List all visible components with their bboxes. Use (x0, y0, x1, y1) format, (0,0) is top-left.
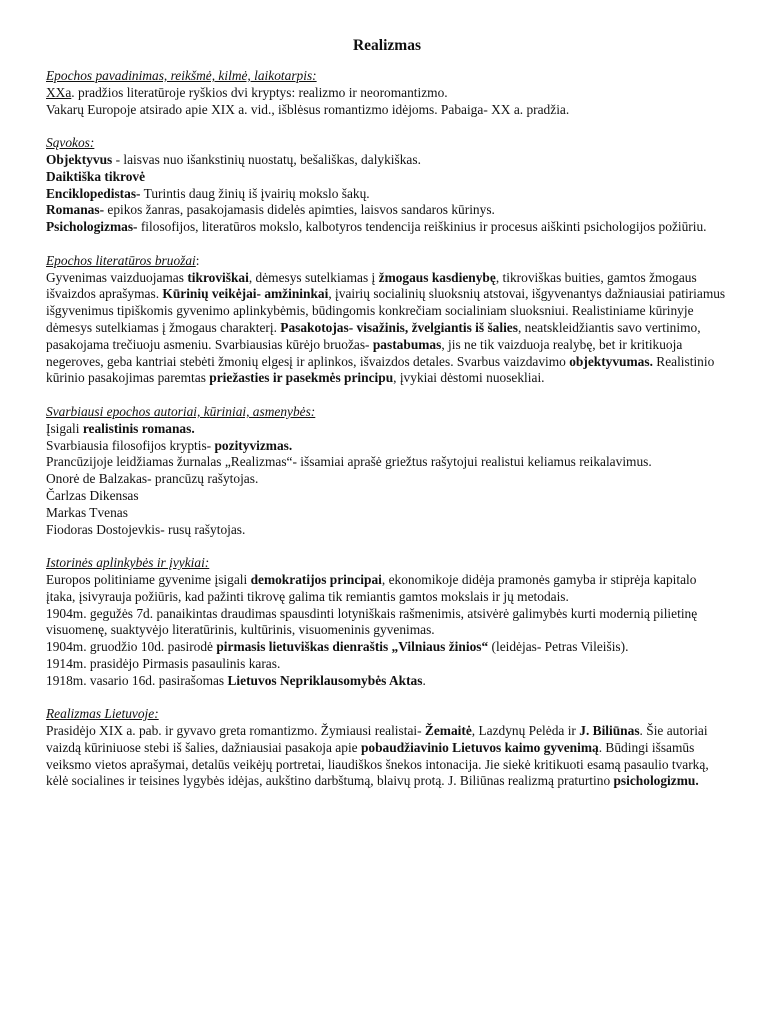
text-run: , įvykiai dėstomi nuosekliai. (393, 370, 545, 386)
bold-term: Pasakotojas- visažinis, žvelgiantis iš šalies (280, 319, 518, 335)
bold-term: pastabumas (372, 336, 442, 352)
paragraph (46, 606, 728, 640)
bold-term: Psichologizmas- (46, 219, 138, 235)
paragraph (46, 673, 728, 690)
section-heading-suffix: : (195, 252, 200, 268)
document-body (46, 68, 728, 790)
section-heading-text: Svarbiausi epochos autoriai, kūriniai, asmenybės: (46, 403, 316, 419)
text-run: Vakarų Europoje atsirado apie XIX a. vid., išblėsus romantizmo idėjoms. Pabaiga- XX a. pradžia. (46, 101, 570, 117)
section-heading (46, 555, 728, 572)
text-run: Svarbiausia filosofijos kryptis- (46, 437, 215, 453)
text-run: - laisvas nuo išankstinių nuostatų, bešališkas, dalykiškas. (112, 151, 421, 167)
text-run: Realistinio kūrinio pasakojimas paremtas (46, 353, 715, 386)
paragraph (46, 102, 728, 119)
section-4 (46, 555, 728, 689)
section-0 (46, 68, 728, 118)
text-run: Europos politiniame gyvenime įsigali (46, 571, 251, 587)
text-run: . Šie autoriai vaizdą kūriniuose stebi iš šalies, dažniausiai pasakoja apie (46, 723, 708, 755)
text-run: Markas Tvenas (46, 504, 128, 520)
paragraph (46, 270, 728, 388)
text-run: . (422, 672, 426, 688)
paragraph (46, 488, 728, 505)
text-run: Onorė de Balzakas- prancūzų rašytojas. (46, 471, 259, 487)
paragraph (46, 219, 728, 236)
section-heading-text: Realizmas Lietuvoje: (46, 706, 159, 722)
text-run: Gyvenimas vaizduojamas (46, 269, 188, 285)
bold-term: Romanas- (46, 202, 105, 218)
section-5 (46, 706, 728, 790)
bold-term: Žemaitė (424, 723, 472, 739)
section-heading (46, 706, 728, 723)
text-run: 1914m. prasidėjo Pirmasis pasaulinis karas. (46, 655, 281, 671)
paragraph (46, 152, 728, 169)
text-run: 1904m. gegužės 7d. panaikintas draudimas spausdinti lotyniškais rašmenimis, atsivėrė galimybės kurti modernią pilietinę visuomenę, suaktyvėjo literatūrinis, kultūrinis, visuomeninis gyvenimas. (46, 605, 698, 638)
bold-term: tikroviškai (187, 269, 249, 285)
text-run: 1918m. vasario 16d. pasirašomas (46, 672, 228, 688)
bold-term: Daiktiška tikrovė (46, 168, 146, 184)
bold-term: pozityvizmas. (214, 437, 293, 453)
paragraph (46, 202, 728, 219)
paragraph (46, 169, 728, 186)
paragraph (46, 186, 728, 203)
underlined-text: XXa (46, 84, 72, 100)
paragraph (46, 454, 728, 471)
section-heading-text: Sąvokos: (46, 135, 95, 151)
paragraph (46, 421, 728, 438)
text-run: epikos žanras, pasakojamasis didelės apimties, laisvos sandaros kūrinys. (104, 202, 495, 218)
bold-term: pobaudžiavinio Lietuvos kaimo gyvenimą (360, 739, 599, 755)
bold-term: psichologizmu. (613, 773, 699, 789)
text-run: 1904m. gruodžio 10d. pasirodė (46, 639, 217, 655)
text-run: Prancūzijoje leidžiamas žurnalas „Realizmas“- išsamiai aprašė griežtus rašytojui realistui keliamus reikalavimus. (46, 454, 652, 470)
section-1 (46, 135, 728, 236)
bold-term: priežasties ir pasekmės principu (209, 370, 394, 386)
bold-term: realistinis romanas. (82, 420, 195, 436)
text-run: , įvairių socialinių sluoksnių atstovai, išgyvenantys dažniausiai patiriamus išgyvenimus tipiškomis gyvenimo aplinkybėmis, būdingomis konkrečiam socialiniam sluoksniui. Realistiniame kūrinyje dėmesys sutelkiamas į žmogaus charakterį. (46, 286, 726, 335)
paragraph (46, 505, 728, 522)
paragraph (46, 723, 728, 790)
section-heading-text: Epochos literatūros bruožai (46, 252, 196, 268)
text-run: Fiodoras Dostojevkis- rusų rašytojas. (46, 521, 246, 537)
paragraph (46, 639, 728, 656)
text-run: Čarlzas Dikensas (46, 487, 139, 503)
bold-term: J. Biliūnas (579, 723, 640, 739)
text-run: . Būdingi išsamūs veiksmo vietos aprašymai, detalūs veikėjų portretai, liaudiškos šnekos intonacija. Jie siekė kritikuoti esamą pasaulio tvarką, kėlė socialines ir teisines lygybės idėjas, aukštino darbštumą, blaivų protą. J. Biliūnas realizmą praturtino (46, 739, 709, 789)
section-heading (46, 404, 728, 421)
bold-term: Lietuvos Nepriklausomybės Aktas (227, 672, 423, 688)
bold-term: demokratijos principai (250, 571, 382, 587)
text-run: Prasidėjo XIX a. pab. ir gyvavo greta romantizmo. Žymiausi realistai- (46, 723, 425, 739)
section-heading-text: Istorinės aplinkybės ir įvykiai: (46, 555, 210, 571)
paragraph (46, 438, 728, 455)
bold-term: pirmasis lietuviškas dienraštis „Vilniaus žinios“ (216, 639, 489, 655)
bold-term: Kūrinių veikėjai- amžininkai (162, 286, 329, 302)
text-run: , jis ne tik vaizduoja realybę, bet ir kritikuoja negeroves, geba kantriai stebėti žmonių elgesį ir aplinkos, išvaizdos detales. Svarbus vaizdavimo (46, 336, 683, 369)
section-2 (46, 253, 728, 387)
text-run: filosofijos, literatūros mokslo, kalbotyros tendencija reiškinius ir procesus aiškinti psichologijos požiūriu. (137, 219, 707, 235)
page-title: Realizmas (352, 37, 421, 54)
text-run: , ekonomikoje didėja pramonės gamyba ir stiprėja kapitalo įtaka, įsivyrauja požiūris, kad pažinti tikrovę galima tik remiantis gamtos mokslais ir jų metodais. (46, 571, 697, 604)
section-heading (46, 253, 728, 270)
section-heading (46, 68, 728, 85)
paragraph (46, 471, 728, 488)
text-run: , tikroviškas buities, gamtos žmogaus išvaizdos aprašymas. (46, 269, 697, 302)
text-run: , dėmesys sutelkiamas į (248, 269, 379, 285)
paragraph (46, 85, 728, 102)
paragraph (46, 572, 728, 606)
paragraph (46, 522, 728, 539)
text-run: , Lazdynų Pelėda ir (471, 723, 580, 739)
text-run: Turintis daug žinių iš įvairių mokslo šakų. (140, 185, 370, 201)
text-run: , neatskleidžiantis savo vertinimo, pasakojama trečiuoju asmeniu. Svarbiausias kūrėjo bruožas- (46, 319, 701, 352)
paragraph (46, 656, 728, 673)
section-heading (46, 135, 728, 152)
bold-term: Objektyvus (46, 151, 113, 167)
text-run: (leidėjas- Petras Vileišis). (488, 639, 629, 655)
text-run: . pradžios literatūroje ryškios dvi kryptys: realizmo ir neoromantizmo. (71, 84, 448, 100)
section-3 (46, 404, 728, 538)
bold-term: žmogaus kasdienybę (378, 269, 496, 285)
bold-term: Enciklopedistas- (46, 185, 141, 201)
bold-term: objektyvumas. (569, 353, 653, 369)
text-run: Įsigali (46, 420, 83, 436)
section-heading-text: Epochos pavadinimas, reikšmė, kilmė, laikotarpis: (46, 68, 317, 83)
